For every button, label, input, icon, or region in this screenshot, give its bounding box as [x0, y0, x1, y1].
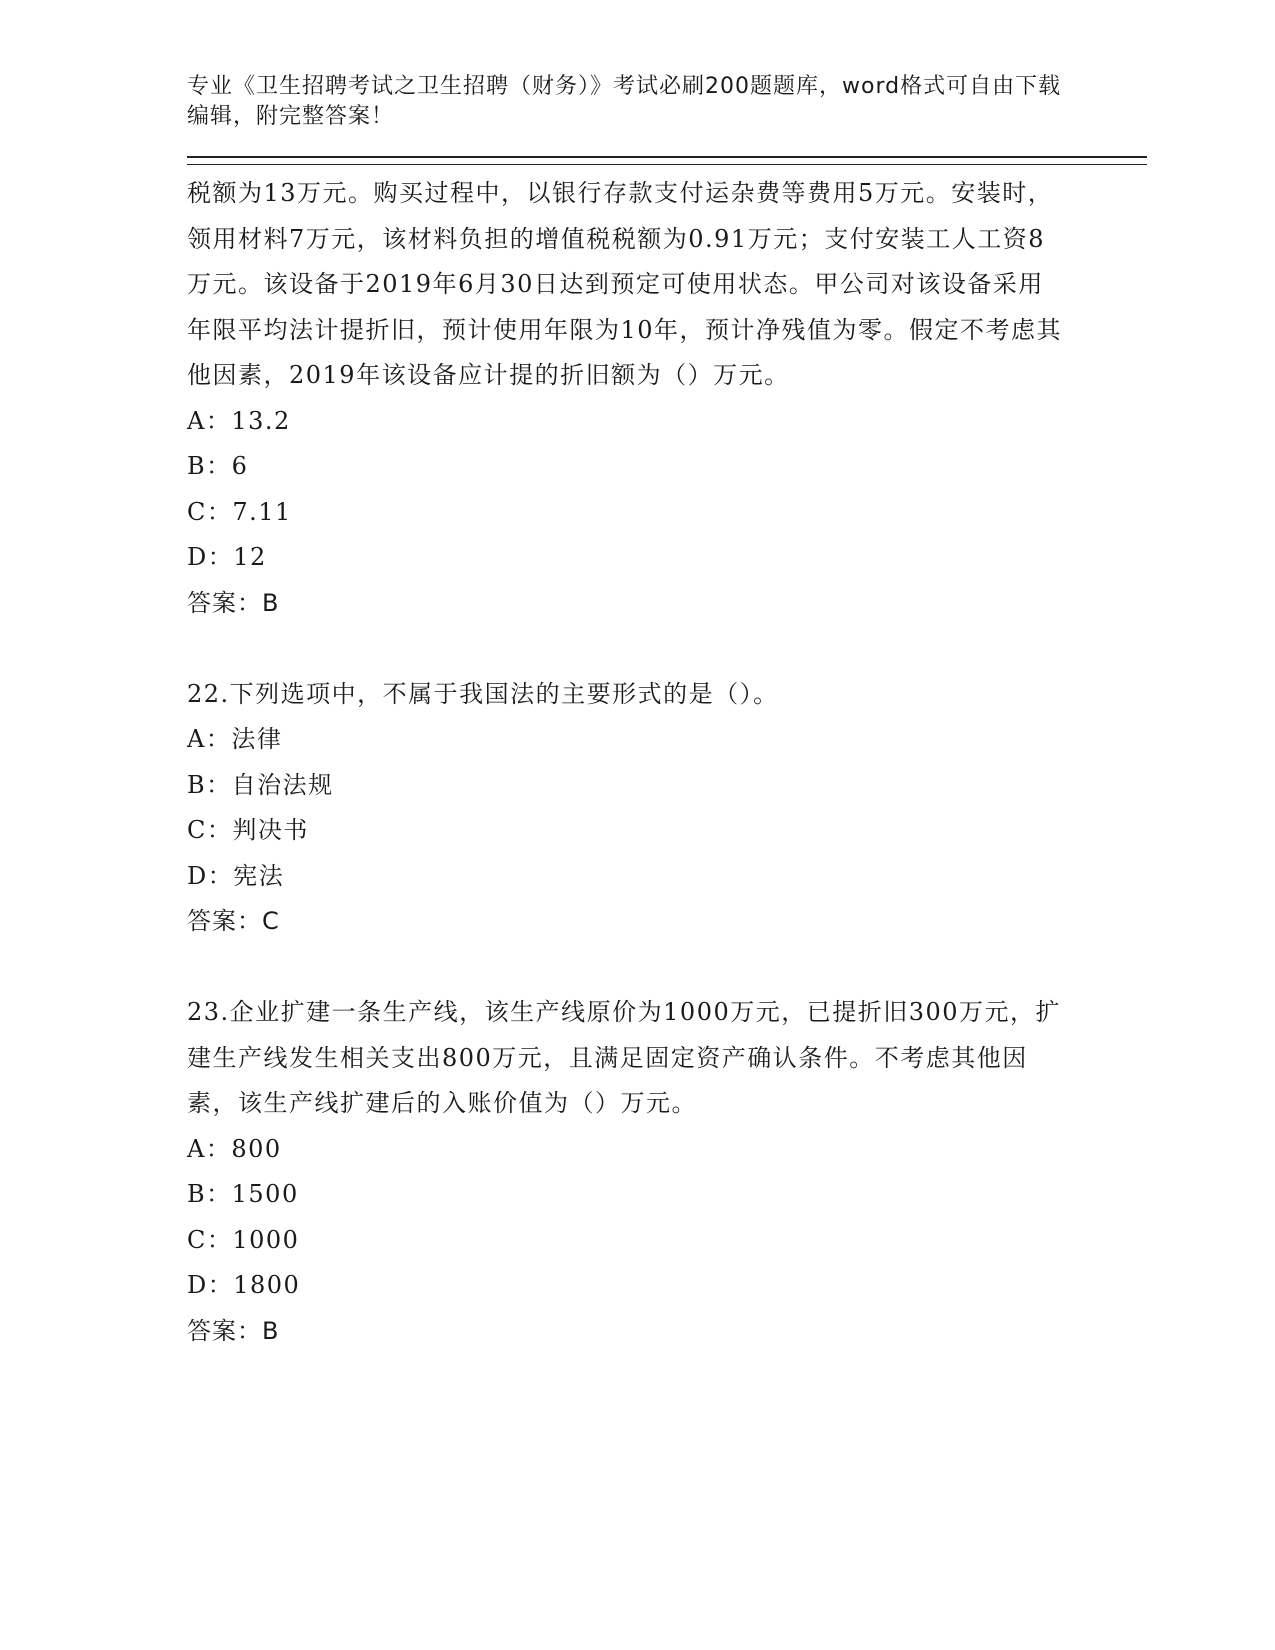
answer-line: 答案：B: [187, 588, 280, 617]
option-b: B：1500: [187, 1180, 299, 1208]
option-d: D：1800: [187, 1271, 301, 1299]
spacer: [187, 945, 1147, 991]
answer-line: 答案：B: [187, 1316, 280, 1345]
option-c: C：7.11: [187, 497, 292, 526]
document-header: 专业《卫生招聘考试之卫生招聘（财务）》考试必刷200题题库，word格式可自由下载编辑，附完整答案！: [187, 74, 1062, 129]
option-a: A：800: [187, 1134, 282, 1163]
answer-line: 答案：C: [187, 907, 280, 935]
option-a: A：法律: [187, 725, 283, 753]
option-d: D：宪法: [187, 861, 285, 890]
question-block: [187, 990, 1147, 1354]
question-text: 23.企业扩建一条生产线，该生产线原价为1000万元，已提折旧300万元，扩建生产线发生相关支出800万元，且满足固定资产确认条件。不考虑其他因素，该生产线扩建后的入账价值为（）万元。: [187, 998, 1062, 1117]
option-d: D：12: [187, 543, 267, 571]
question-block: [187, 171, 1147, 626]
option-c: C：1000: [187, 1225, 300, 1254]
option-b: B：自治法规: [187, 770, 334, 799]
question-text: 税额为13万元。购买过程中，以银行存款支付运杂费等费用5万元。安装时，领用材料7万元，该材料负担的增值税税额为0.91万元；支付安装工人工资8万元。该设备于2019年6月30日达到预定可使用状态。甲公司对该设备采用年限平均法计提折旧，预计使用年限为10年，预计净残值为零。假定不考虑其他因素，2019年该设备应计提的折旧额为（）万元。: [187, 179, 1063, 389]
question-block: [187, 672, 1147, 945]
question-list: [187, 171, 1147, 1354]
header-divider: [187, 156, 1147, 165]
option-b: B：6: [187, 452, 249, 480]
option-a: A：13.2: [187, 406, 291, 435]
spacer: [187, 626, 1147, 672]
question-text: 22.下列选项中，不属于我国法的主要形式的是（）。: [187, 679, 779, 708]
document-page: [187, 72, 1147, 1354]
option-c: C：判决书: [187, 816, 309, 844]
